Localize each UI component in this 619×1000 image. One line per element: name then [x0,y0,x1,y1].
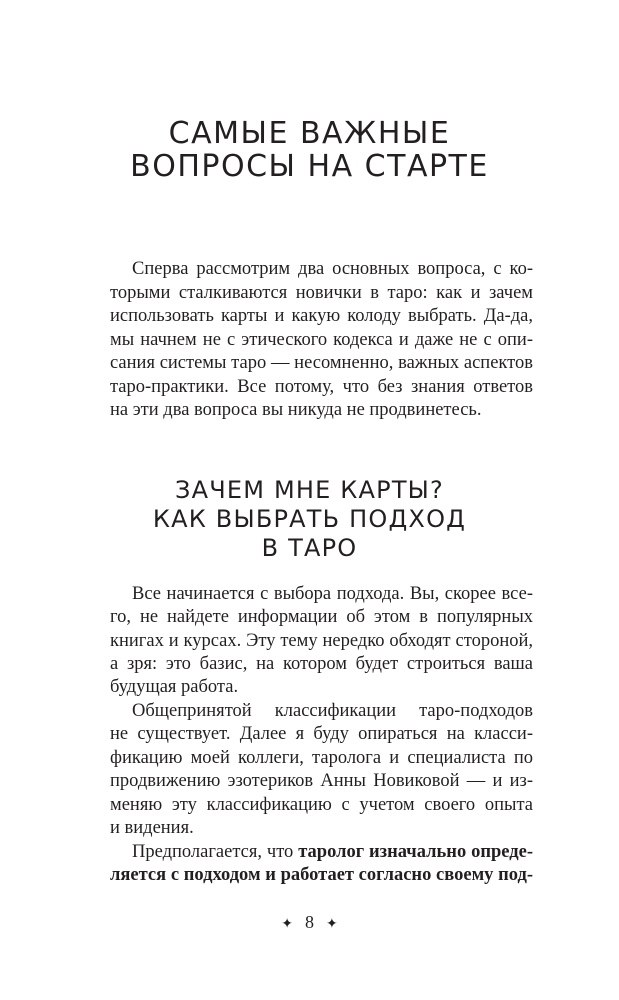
text-line [132,841,533,864]
star-ornament-icon: ✦ [326,917,338,932]
section-title-line: КАК ВЫБРАТЬ ПОДХОД [152,505,467,533]
text-line: сания системы таро — несомненно, важных аспектов [110,353,533,373]
chapter-title-line: САМЫЕ ВАЖНЫЕ [168,116,451,151]
text-line: книгах и курсах. Эту тему нередко обходят стороной, [110,631,533,651]
text-line: на эти два вопроса вы никуда не продвинетесь. [110,400,482,420]
text-line: торыми сталкиваются новички в таро: как и зачем [110,283,533,303]
text-line: использовать карты и какую колоду выбрать. Да-да, [110,306,533,326]
text-line: меняю эту классификацию с учетом своего опыта [110,795,533,815]
text-line: не существует. Далее я буду опираться на класси- [110,724,533,744]
text-line: мы начнем не с этического кодекса и даже не с опи- [110,330,533,350]
text-line: продвижению эзотериков Анны Новиковой — и из- [110,771,533,791]
page-number: 8 [305,912,314,932]
text-line: и видения. [110,818,194,838]
section-title-line: ЗАЧЕМ МНЕ КАРТЫ? [174,476,444,504]
text-line: Сперва рассмотрим два основных вопроса, с ко- [132,259,533,279]
text-line: Общепринятой классификации таро-подходов [132,701,533,721]
page-footer [0,912,619,933]
section-title-line: В ТАРО [261,534,358,562]
regular-text: Предполагается, что [132,842,299,862]
text-line: будущая работа. [110,677,239,697]
text-line: ляется с подходом и работает согласно своему под- [110,865,533,885]
text-line: таро-практики. Все потому, что без знания ответов [110,377,533,397]
text-line: Все начинается с выбора подхода. Вы, скорее все- [132,584,533,604]
text-line: го, не найдете информации об этом в популярных [110,607,533,627]
text-line: фикацию моей коллеги, таролога и специалиста по [110,748,533,768]
text-line: а зря: это базис, на котором будет строиться ваша [110,654,533,674]
chapter-title-line: ВОПРОСЫ НА СТАРТЕ [130,149,489,184]
star-ornament-icon: ✦ [281,917,293,932]
bold-text: таролог изначально опреде- [298,842,533,862]
